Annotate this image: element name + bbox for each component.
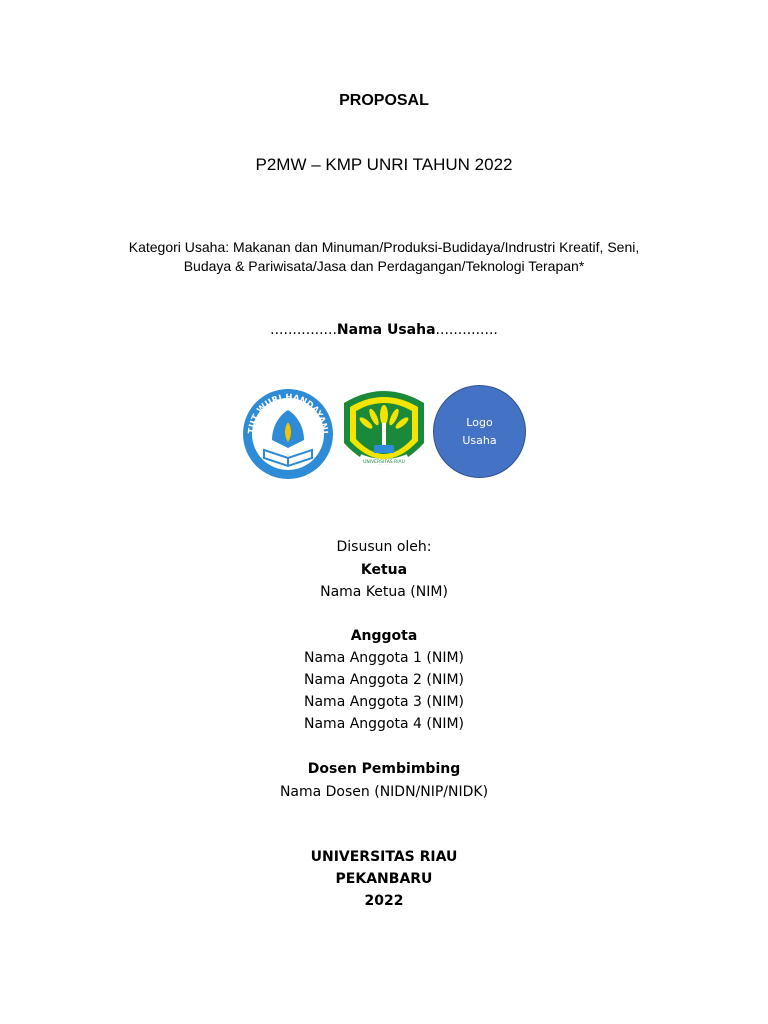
kategori-usaha bbox=[0, 238, 768, 276]
footer-city: PEKANBARU bbox=[335, 871, 433, 887]
dosen-label: Dosen Pembimbing bbox=[307, 761, 461, 777]
ketua-label: Ketua bbox=[360, 562, 408, 578]
logo-usaha-line-1: Logo bbox=[466, 415, 493, 429]
anggota-label: Anggota bbox=[350, 628, 418, 644]
logo-usaha-placeholder bbox=[433, 385, 526, 478]
logo-row bbox=[0, 383, 768, 483]
tut-wuri-handayani-logo bbox=[242, 388, 334, 480]
kategori-line-1: Kategori Usaha: Makanan dan Minuman/Produksi-Budidaya/Indrustri Kreatif, Seni, bbox=[128, 239, 640, 255]
footer-university: UNIVERSITAS RIAU bbox=[310, 849, 458, 865]
document-subtitle: P2MW – KMP UNRI TAHUN 2022 bbox=[255, 155, 513, 174]
anggota-1: Nama Anggota 1 (NIM) bbox=[304, 650, 464, 666]
tut-wuri-text: TUT WURI HANDAYANI bbox=[246, 392, 330, 435]
dosen-name: Nama Dosen (NIDN/NIP/NIDK) bbox=[279, 784, 489, 800]
anggota-2: Nama Anggota 2 (NIM) bbox=[304, 672, 464, 688]
universitas-riau-logo bbox=[336, 383, 432, 481]
footer-year: 2022 bbox=[364, 893, 404, 909]
nama-usaha-suffix: .............. bbox=[435, 322, 498, 338]
nama-usaha-label: Nama Usaha bbox=[336, 322, 436, 338]
document-title: PROPOSAL bbox=[339, 92, 429, 109]
logo-usaha-line-2: Usaha bbox=[462, 433, 497, 447]
nama-usaha-prefix: ............... bbox=[270, 322, 337, 338]
anggota-4: Nama Anggota 4 (NIM) bbox=[304, 716, 464, 732]
nama-usaha bbox=[0, 322, 768, 338]
kategori-line-2: Budaya & Pariwisata/Jasa dan Perdagangan/Teknologi Terapan* bbox=[183, 258, 585, 274]
disusun-heading: Disusun oleh: bbox=[336, 539, 432, 555]
anggota-3: Nama Anggota 3 (NIM) bbox=[304, 694, 464, 710]
ketua-name: Nama Ketua (NIM) bbox=[320, 584, 448, 600]
unri-logo-text: UNIVERSITAS RIAU bbox=[363, 460, 405, 465]
